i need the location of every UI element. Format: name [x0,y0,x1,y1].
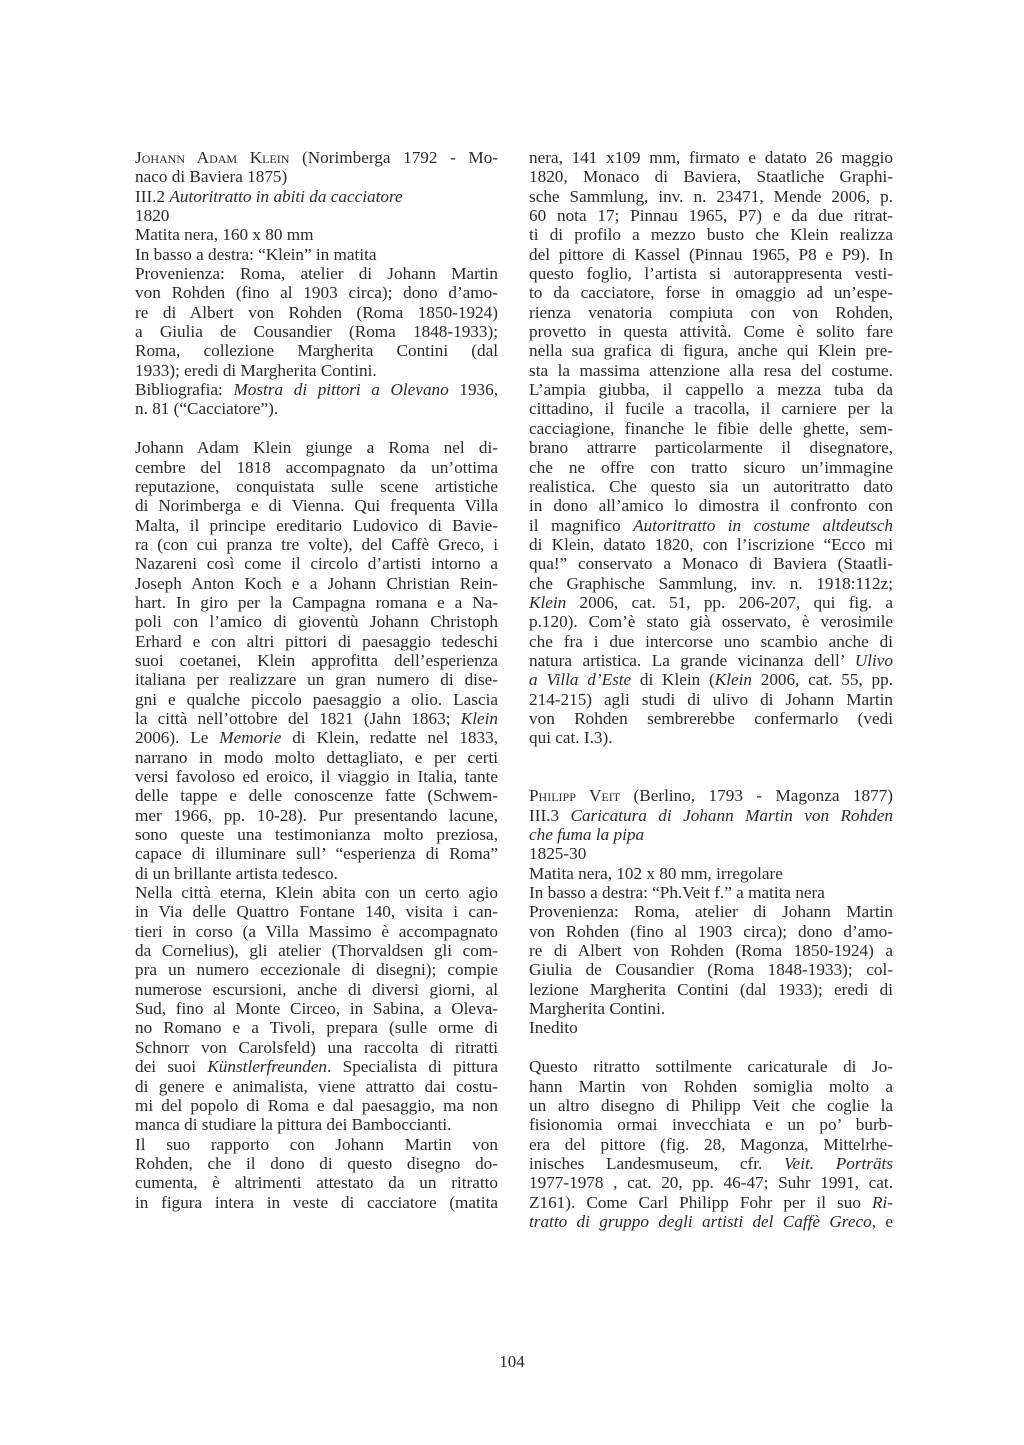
text-line [529,1173,893,1192]
text-line [529,844,893,863]
left-column [135,148,498,1212]
italic-text: Ulivo [854,650,893,670]
text-run: Matita nera, 102 x 80 mm, irregolare [529,863,783,883]
italic-text: Autoritratto in abiti da cacciatore [169,186,403,206]
text-line [135,748,498,767]
italic-text: Mostra di pittori a Olevano [233,380,449,400]
text-run: fisionomia ormai invecchiata e un po’ burb- [529,1115,893,1135]
text-run: di Klein ( [631,670,715,690]
text-line [529,1154,893,1173]
text-line [135,670,498,689]
text-run: Provenienza: Roma, atelier di Johann Martin [135,264,498,284]
text-line [135,187,498,206]
text-run: cacciagione, finanche le fibie delle ghette, sem- [529,418,893,438]
text-run: di un brillante artista tedesco. [135,863,338,883]
text-run: Roma, collezione Margherita Contini (dal [135,341,498,361]
text-line [135,1018,498,1037]
text-line [135,1057,498,1076]
text-run: von Rohden (fino al 1903 circa); dono d’amo- [529,921,893,941]
text-run: capace di illuminare sull’ “esperienza di Roma” [135,844,498,864]
text-line [135,245,498,264]
text-line [135,709,498,728]
text-line [529,922,893,941]
text-line [529,651,893,670]
text-run: 214-215) agli studi di ulivo di Johann Martin [529,689,893,709]
text-run: il magnifico [529,515,634,535]
text-run: Nella città eterna, Klein abita con un certo agio [135,883,498,903]
artist-name: Johann Adam Klein [135,148,290,167]
text-line [135,264,498,283]
text-line [529,1212,893,1231]
text-run: da Cornelius), gli atelier (Thorvaldsen gli com- [135,941,498,961]
text-line [135,690,498,709]
text-run: un altro disegno di Philipp Veit che coglie la [529,1095,893,1115]
text-line [135,1173,498,1192]
text-run: 1977-1978 , cat. 20, pp. 46-47; Suhr 1991, cat. [529,1173,893,1193]
text-line [529,322,893,341]
text-run: che Graphische Sammlung, inv. n. 1918:112z; [529,573,893,593]
text-run: Schnorr von Carolsfeld) una raccolta di ritratti [135,1037,498,1057]
text-run: inisches Landesmuseum, cfr. [529,1153,784,1173]
text-line [529,1135,893,1154]
text-run: Provenienza: Roma, atelier di Johann Martin [529,902,893,922]
text-run: numerose escursioni, anche di diversi giorni, al [135,979,498,999]
text-line [529,574,893,593]
text-run: Bibliografia: [135,380,234,400]
text-run: re di Albert von Rohden (Roma 1850-1924) [135,302,498,322]
text-run: Malta, il principe ereditario Ludovico di Bavie- [135,515,498,535]
text-run: gni e qualche piccolo paesaggio a olio. Lascia [135,689,498,709]
text-run: ra (con cui pranza tre volte), del Caffè Greco, i [135,534,498,554]
text-run: 1936, [448,380,499,400]
text-line [529,167,893,186]
text-line [529,728,893,747]
text-line [135,516,498,535]
text-line [135,980,498,999]
text-run: natura artistica. La grande vicinanza dell’ [529,650,855,670]
artist-name: Philipp Veit [529,786,621,806]
text-run: ti di profilo a mezzo busto che Klein realizza [529,225,893,245]
text-line [529,960,893,979]
text-run: hann Martin von Rohden somiglia molto a [529,1076,893,1096]
text-line [135,206,498,225]
text-line [529,477,893,496]
italic-text: tratto di gruppo degli artisti del Caffè Greco [529,1211,872,1231]
text-line [135,1135,498,1154]
italic-text: Ri- [872,1192,893,1212]
text-line [529,225,893,244]
text-run: 2006, cat. 51, pp. 206-207, qui fig. a [566,592,893,612]
text-run: in dono all’amico lo dimostra il confronto con [529,496,893,516]
text-run: mi del popolo di Roma e dal paesaggio, ma non [135,1095,498,1115]
text-line [135,438,498,457]
text-run: in Via delle Quattro Fontane 140, visita i can- [135,902,498,922]
text-line [529,825,893,844]
text-line [529,361,893,380]
text-line [135,1096,498,1115]
italic-text: Klein [714,670,752,690]
text-line [529,554,893,573]
text-line [135,341,498,360]
paragraph-spacer [529,767,893,786]
text-line [135,922,498,941]
text-run: Margherita Contini. [529,999,666,1019]
text-run: In basso a destra: “Klein” in matita [135,244,377,264]
text-line [529,902,893,921]
text-line [135,225,498,244]
text-line [529,419,893,438]
text-run: Joseph Anton Koch e a Johann Christian Rein- [135,573,498,593]
text-line [529,245,893,264]
text-run: poli con l’amico di gioventù Johann Christoph [135,612,498,632]
text-line [135,303,498,322]
text-run: cumenta, è altrimenti attestato da un ritratto [135,1173,498,1193]
italic-text: Künstlerfreunden [207,1057,327,1077]
text-line [135,477,498,496]
text-run: 1825-30 [529,844,587,864]
italic-text: Autoritratto in costume altdeutsch [633,515,893,535]
text-run: von Rohden (fino al 1903 circa); dono d’amo- [135,283,498,303]
text-run: Nazareni così come il circolo d’artisti intorno a [135,554,498,574]
text-run: (Norimberga 1792 - Mo- [289,148,499,167]
text-run: Z161). Come Carl Philipp Fohr per il suo [529,1192,872,1212]
text-line [529,341,893,360]
text-line [529,670,893,689]
text-run: naco di Baviera 1875) [135,167,288,187]
text-run: n. 81 (“Cacciatore”). [135,399,279,419]
text-line [529,438,893,457]
text-line [529,980,893,999]
text-run: Giulia de Cousandier (Roma 1848-1933); col- [529,960,893,980]
text-line [135,651,498,670]
text-run: sta la massima attenzione alla resa del costume. [529,360,893,380]
text-line [529,535,893,554]
text-line [135,167,498,186]
text-run: la città nell’ottobre del 1821 (Jahn 1863; [135,708,461,728]
italic-text: Klein [529,592,567,612]
text-line [135,458,498,477]
text-run: lezione Margherita Contini (dal 1933); eredi di [529,979,893,999]
text-run: che fra i due intercorse uno scambio anche di [529,631,893,651]
text-run: Questo ritratto sottilmente caricaturale di Jo- [529,1057,893,1077]
text-run: pra un numero eccezionale di disegni); compie [135,960,498,980]
text-line [135,883,498,902]
paragraph-spacer [135,419,498,438]
text-line [529,883,893,902]
text-line [135,612,498,631]
text-run: p.120). Com’è stato già osservato, è verosimile [529,612,893,632]
text-run: 1933); eredi di Margherita Contini. [135,360,377,380]
text-run: rienza venatoria compiuta con von Rohden, [529,302,893,322]
text-line [135,902,498,921]
text-run: del pittore di Kassel (Pinnau 1965, P8 e P9). In [529,244,893,264]
text-line [135,496,498,515]
text-line [529,806,893,825]
text-line [529,709,893,728]
italic-text: Caricatura di Johann Martin von Rohden [570,805,893,825]
text-line [135,593,498,612]
text-run: di genere e animalista, viene attratto dai costu- [135,1076,498,1096]
paragraph-spacer [529,748,893,767]
text-run: Rohden, che il dono di questo disegno do- [135,1153,498,1173]
text-line [529,1057,893,1076]
text-run: a Giulia de Cousandier (Roma 1848-1933); [135,322,498,342]
text-line [529,612,893,631]
text-line [529,380,893,399]
text-run: di Klein, datato 1820, con l’iscrizione “Ecco mi [529,534,893,554]
text-line [529,1077,893,1096]
text-line [529,1193,893,1212]
text-line [135,1038,498,1057]
text-run: provetto in questa attività. Come è solito fare [529,322,893,342]
text-run: 2006, cat. 55, pp. [751,670,893,690]
text-line [135,806,498,825]
text-line [135,960,498,979]
text-line [135,361,498,380]
text-line [135,1077,498,1096]
text-line [135,825,498,844]
text-line [529,632,893,651]
text-run: Matita nera, 160 x 80 mm [135,225,314,245]
text-run: qua!” conservato a Monaco di Baviera (Staatli- [529,554,893,574]
text-line [529,458,893,477]
text-run: L’ampia giubba, il cappello a mezza tuba da [529,380,893,400]
text-line [529,941,893,960]
text-run: italiana per realizzare un gran numero di dise- [135,670,498,690]
text-line [529,206,893,225]
text-line [135,283,498,302]
text-line [135,322,498,341]
text-run: In basso a destra: “Ph.Veit f.” a matita nera [529,883,825,903]
text-run: Johann Adam Klein giunge a Roma nel di- [135,438,498,458]
text-line [529,1115,893,1134]
text-run: era del pittore (fig. 28, Magonza, Mittelrhe- [529,1134,893,1154]
text-run: to da cacciatore, forse in omaggio ad un’espe- [529,283,893,303]
text-run: di Norimberga e di Vienna. Qui frequenta Villa [135,496,498,516]
text-run: tieri in corso (a Villa Massimo è accompagnato [135,921,498,941]
text-line [529,999,893,1018]
text-run: suoi coetanei, Klein approfitta dell’esperienza [135,650,498,670]
text-line [529,283,893,302]
text-run: 2006). Le [135,728,220,748]
text-line [529,690,893,709]
text-run: cembre del 1818 accompagnato da un’ottima [135,457,498,477]
text-run: Il suo rapporto con Johann Martin von [135,1134,498,1154]
text-run: von Rohden sembrerebbe confermarlo (vedi [529,708,893,728]
text-run: che ne offre con tratto sicuro un’immagine [529,457,893,477]
text-run: realistica. Che questo sia un autoritratto dato [529,476,893,496]
paragraph-spacer [529,1038,893,1057]
text-line [529,496,893,515]
text-run: Erhard e con altri pittori di paesaggio tedeschi [135,631,498,651]
text-run: 60 nota 17; Pinnau 1965, P7) e da due ritrat- [529,206,893,226]
text-run: di Klein, redatte nel 1833, [281,728,498,748]
text-line [135,1193,498,1212]
text-line [135,941,498,960]
text-run: Inedito [529,1018,578,1038]
text-line [135,844,498,863]
text-run: III.2 [135,186,170,206]
text-line [135,767,498,786]
text-line [135,1115,498,1134]
text-line [529,187,893,206]
italic-text: Memorie [219,728,282,748]
right-column [529,148,893,1231]
text-line [529,303,893,322]
text-run: re di Albert von Rohden (Roma 1850-1924) a [529,941,893,961]
text-run: narrano in modo molto dettagliato, e per certi [135,747,498,767]
text-run: manca di studiare la pittura dei Bamboccianti. [135,1115,452,1135]
text-line [135,554,498,573]
text-run: delle tappe e delle conoscenze fatte (Schwem- [135,786,498,806]
text-line [135,632,498,651]
italic-text: Klein [460,708,498,728]
text-line [529,1018,893,1037]
text-line [529,593,893,612]
text-run: sche Sammlung, inv. n. 23471, Mende 2006, p. [529,186,893,206]
text-run: Sud, fino al Monte Circeo, in Sabina, a Oleva- [135,999,498,1019]
text-line [135,864,498,883]
text-line [135,399,498,418]
text-run: 1820 [135,206,170,226]
text-line [529,786,893,805]
text-run: dei suoi [135,1057,208,1077]
text-run: nella sua grafica di figura, anche qui Klein pre- [529,341,893,361]
text-run: nera, 141 x109 mm, firmato e datato 26 maggio [529,148,893,167]
text-run: in figura intera in veste di cacciatore (matita [135,1192,498,1212]
page-number: 104 [499,1352,525,1371]
text-run: cittadino, il fucile a tracolla, il carniere per la [529,399,893,419]
text-run: (Berlino, 1793 - Magonza 1877) [620,786,893,806]
text-run: . Specialista di pittura [327,1057,498,1077]
text-line [529,864,893,883]
text-run: hart. In giro per la Campagna romana e a Na- [135,592,498,612]
text-run: mer 1966, pp. 10-28). Pur presentando lacune, [135,805,498,825]
text-run: brano attrarre particolarmente il disegnatore, [529,438,893,458]
text-line [135,380,498,399]
text-line [529,148,893,167]
italic-text: che fuma la pipa [529,825,645,845]
text-run: 1820, Monaco di Baviera, Staatliche Graphi- [529,167,893,187]
text-line [529,264,893,283]
italic-text: Veit. Porträts [783,1153,894,1173]
italic-text: a Villa d’Este [529,670,632,690]
text-run: III.3 [529,805,571,825]
text-line [135,535,498,554]
text-run: versi favoloso ed eroico, il viaggio in Italia, tante [135,767,498,786]
text-run: reputazione, conquistata sulle scene artistiche [135,476,498,496]
text-line [135,148,498,167]
text-run: , e [871,1211,893,1231]
text-line [135,574,498,593]
text-line [529,1096,893,1115]
text-run: questo foglio, l’artista si autorappresenta vesti- [529,264,893,284]
text-line [529,516,893,535]
text-line [135,728,498,747]
text-line [135,786,498,805]
text-line [135,1154,498,1173]
text-line [529,399,893,418]
text-run: no Romano e a Tivoli, prepara (sulle orme di [135,1018,498,1038]
text-line [135,999,498,1018]
text-run: sono queste una testimonianza molto preziosa, [135,825,498,845]
text-run: qui cat. I.3). [529,728,613,748]
